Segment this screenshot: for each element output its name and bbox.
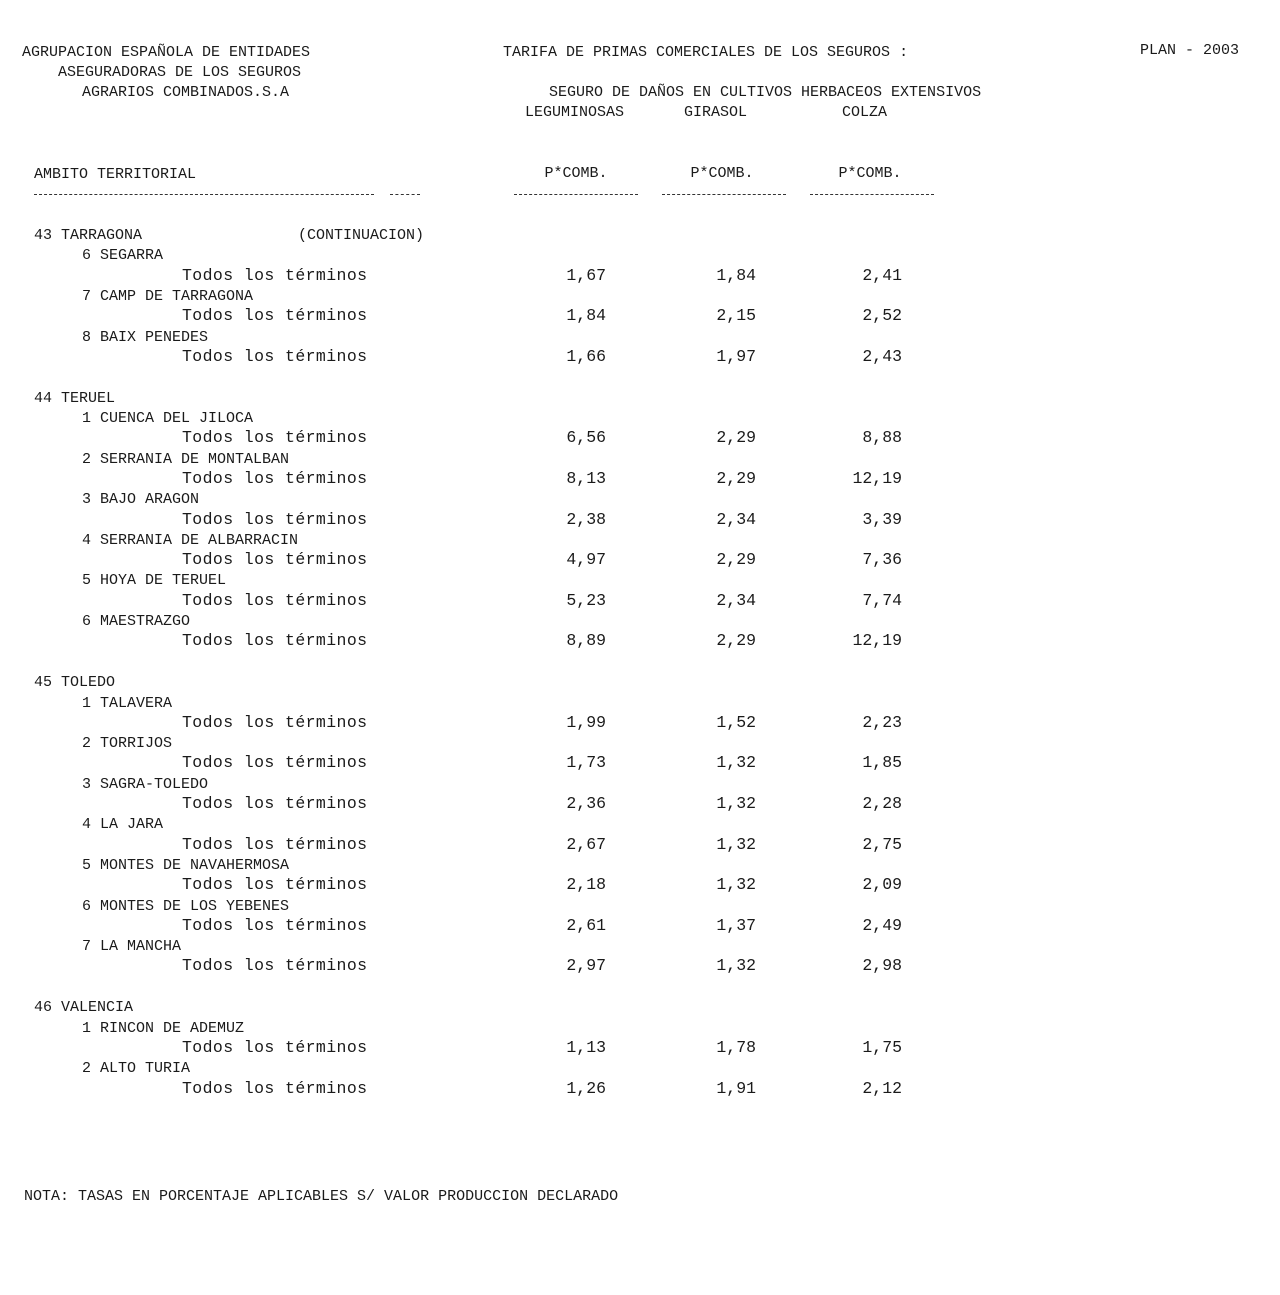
value-leguminosas: 2,67 — [566, 834, 606, 854]
value-colza: 1,75 — [862, 1037, 902, 1057]
comarca-row — [0, 694, 1280, 714]
org-name-line-1: AGRUPACION ESPAÑOLA DE ENTIDADES — [22, 44, 311, 61]
value-colza: 2,98 — [862, 956, 902, 976]
ambito-territorial-header: AMBITO TERRITORIAL — [34, 166, 197, 183]
value-girasol: 1,91 — [716, 1078, 756, 1098]
value-colza: 2,75 — [862, 834, 902, 854]
comarca-row — [0, 328, 1280, 348]
plan-label: PLAN - 2003 — [1140, 42, 1240, 59]
term-row — [0, 510, 1280, 530]
column-header-girasol: P*COMB. — [690, 165, 754, 182]
value-colza: 12,19 — [852, 631, 902, 651]
tariff-title: TARIFA DE PRIMAS COMERCIALES DE LOS SEGUROS : — [503, 44, 909, 61]
value-leguminosas: 2,36 — [566, 794, 606, 813]
value-girasol: 2,34 — [716, 590, 756, 610]
value-girasol: 1,52 — [716, 712, 756, 732]
term-row — [0, 428, 1280, 448]
term-label: Todos los términos — [182, 712, 368, 732]
value-colza: 2,28 — [862, 794, 902, 813]
value-colza: 3,39 — [862, 509, 902, 529]
value-leguminosas: 8,89 — [566, 631, 606, 651]
value-girasol: 1,84 — [716, 265, 756, 285]
comarca-row — [0, 287, 1280, 307]
value-leguminosas: 1,67 — [566, 265, 606, 285]
comarca-name: 7 LA MANCHA — [82, 938, 182, 956]
comarca-row — [0, 531, 1280, 551]
term-row — [0, 550, 1280, 570]
term-label: Todos los términos — [182, 834, 368, 854]
comarca-name: 4 SERRANIA DE ALBARRACIN — [82, 531, 299, 549]
term-label: Todos los términos — [182, 590, 368, 610]
term-label: Todos los términos — [182, 875, 368, 895]
term-row — [0, 306, 1280, 326]
term-row — [0, 1079, 1280, 1099]
value-leguminosas: 1,99 — [566, 712, 606, 732]
province-row — [0, 673, 1280, 693]
value-leguminosas: 5,23 — [566, 590, 606, 610]
value-colza: 7,36 — [862, 550, 902, 570]
value-colza: 2,41 — [862, 265, 902, 285]
header-rule-ambito-tail — [390, 194, 420, 195]
province-name: 45 TOLEDO — [34, 674, 116, 692]
value-girasol: 2,29 — [716, 428, 756, 448]
value-girasol: 2,29 — [716, 468, 756, 488]
value-girasol: 1,78 — [716, 1037, 756, 1057]
comarca-name: 2 SERRANIA DE MONTALBAN — [82, 450, 290, 468]
crop-leguminosas: LEGUMINOSAS — [525, 104, 625, 121]
term-label: Todos los términos — [182, 468, 368, 488]
term-row — [0, 266, 1280, 286]
comarca-name: 7 CAMP DE TARRAGONA — [82, 287, 254, 305]
comarca-row — [0, 734, 1280, 754]
comarca-row — [0, 409, 1280, 429]
term-row — [0, 713, 1280, 733]
term-label: Todos los términos — [182, 509, 368, 529]
value-girasol: 2,29 — [716, 550, 756, 570]
comarca-row — [0, 897, 1280, 917]
comarca-row — [0, 1059, 1280, 1079]
value-colza: 2,09 — [862, 875, 902, 895]
comarca-name: 1 RINCON DE ADEMUZ — [82, 1019, 245, 1037]
value-girasol: 1,32 — [716, 753, 756, 773]
term-row — [0, 469, 1280, 489]
value-leguminosas: 1,73 — [566, 753, 606, 773]
term-label: Todos los términos — [182, 428, 368, 448]
term-row — [0, 591, 1280, 611]
value-girasol: 2,29 — [716, 631, 756, 651]
continuation-label: (CONTINUACION) — [298, 227, 425, 244]
comarca-name: 2 ALTO TURIA — [82, 1060, 191, 1078]
comarca-row — [0, 490, 1280, 510]
term-label: Todos los términos — [182, 346, 368, 366]
comarca-row — [0, 775, 1280, 795]
value-leguminosas: 4,97 — [566, 550, 606, 570]
comarca-name: 1 CUENCA DEL JILOCA — [82, 410, 254, 427]
comarca-name: 6 SEGARRA — [82, 247, 164, 265]
value-girasol: 1,32 — [716, 794, 756, 813]
value-colza: 12,19 — [852, 468, 902, 488]
comarca-name: 4 LA JARA — [82, 816, 164, 834]
crop-girasol: GIRASOL — [684, 104, 748, 121]
comarca-row — [0, 612, 1280, 632]
value-leguminosas: 1,26 — [566, 1078, 606, 1098]
comarca-name: 8 BAIX PENEDES — [82, 328, 209, 346]
value-leguminosas: 1,66 — [566, 346, 606, 366]
value-girasol: 1,97 — [716, 346, 756, 366]
term-row — [0, 875, 1280, 895]
comarca-name: 3 SAGRA-TOLEDO — [82, 775, 209, 793]
term-label: Todos los términos — [182, 794, 368, 813]
comarca-row — [0, 246, 1280, 266]
comarca-row — [0, 937, 1280, 957]
province-name: 44 TERUEL — [34, 389, 116, 407]
value-girasol: 1,32 — [716, 834, 756, 854]
comarca-name: 2 TORRIJOS — [82, 735, 173, 753]
comarca-name: 5 MONTES DE NAVAHERMOSA — [82, 856, 290, 874]
value-girasol: 1,37 — [716, 915, 756, 935]
value-colza: 7,74 — [862, 590, 902, 610]
province-row — [0, 226, 1280, 246]
term-label: Todos los términos — [182, 1037, 368, 1057]
header-rule-leguminosas — [514, 194, 638, 195]
crop-colza: COLZA — [842, 104, 888, 121]
value-leguminosas: 1,84 — [566, 306, 606, 326]
value-girasol: 2,15 — [716, 306, 756, 326]
comarca-row — [0, 571, 1280, 591]
term-label: Todos los términos — [182, 956, 368, 976]
column-header-leguminosas: P*COMB. — [544, 165, 608, 182]
term-row — [0, 794, 1280, 814]
term-label: Todos los términos — [182, 753, 368, 773]
term-row — [0, 631, 1280, 651]
value-leguminosas: 1,13 — [566, 1037, 606, 1057]
comarca-name: 3 BAJO ARAGON — [82, 491, 200, 509]
header-rule-girasol — [662, 194, 786, 195]
term-row — [0, 753, 1280, 773]
term-row — [0, 916, 1280, 936]
province-name: 46 VALENCIA — [34, 999, 134, 1017]
value-colza: 2,43 — [862, 346, 902, 366]
value-colza: 2,52 — [862, 306, 902, 326]
footer-note: NOTA: TASAS EN PORCENTAJE APLICABLES S/ VALOR PRODUCCION DECLARADO — [24, 1188, 619, 1205]
insurance-title: SEGURO DE DAÑOS EN CULTIVOS HERBACEOS EXTENSIVOS — [549, 84, 982, 101]
term-row — [0, 347, 1280, 367]
term-label: Todos los términos — [182, 550, 368, 570]
term-label: Todos los términos — [182, 631, 368, 651]
value-girasol: 1,32 — [716, 956, 756, 976]
org-name-line-3: AGRARIOS COMBINADOS.S.A — [82, 84, 290, 101]
province-name: 43 TARRAGONA — [34, 227, 143, 244]
comarca-row — [0, 856, 1280, 876]
value-leguminosas: 2,38 — [566, 509, 606, 529]
comarca-row — [0, 815, 1280, 835]
value-colza: 2,49 — [862, 915, 902, 935]
province-row — [0, 389, 1280, 409]
term-row — [0, 1038, 1280, 1058]
header-rule-ambito — [34, 194, 374, 195]
comarca-name: 6 MAESTRAZGO — [82, 613, 191, 630]
org-name-line-2: ASEGURADORAS DE LOS SEGUROS — [58, 64, 302, 81]
value-girasol: 2,34 — [716, 509, 756, 529]
term-label: Todos los términos — [182, 306, 368, 326]
term-row — [0, 956, 1280, 976]
value-leguminosas: 8,13 — [566, 468, 606, 488]
value-leguminosas: 2,97 — [566, 956, 606, 976]
value-leguminosas: 2,61 — [566, 915, 606, 935]
term-label: Todos los términos — [182, 915, 368, 935]
value-colza: 1,85 — [862, 753, 902, 773]
value-girasol: 1,32 — [716, 875, 756, 895]
comarca-row — [0, 1019, 1280, 1039]
column-header-colza: P*COMB. — [838, 165, 902, 182]
comarca-name: 5 HOYA DE TERUEL — [82, 572, 227, 590]
value-leguminosas: 6,56 — [566, 428, 606, 448]
value-colza: 2,12 — [862, 1078, 902, 1098]
header-rule-colza — [810, 194, 934, 195]
term-label: Todos los términos — [182, 1078, 368, 1098]
value-colza: 8,88 — [862, 428, 902, 448]
value-colza: 2,23 — [862, 712, 902, 732]
comarca-name: 1 TALAVERA — [82, 694, 173, 712]
value-leguminosas: 2,18 — [566, 875, 606, 895]
province-row — [0, 998, 1280, 1018]
term-row — [0, 835, 1280, 855]
comarca-row — [0, 450, 1280, 470]
comarca-name: 6 MONTES DE LOS YEBENES — [82, 897, 290, 915]
term-label: Todos los términos — [182, 265, 368, 285]
